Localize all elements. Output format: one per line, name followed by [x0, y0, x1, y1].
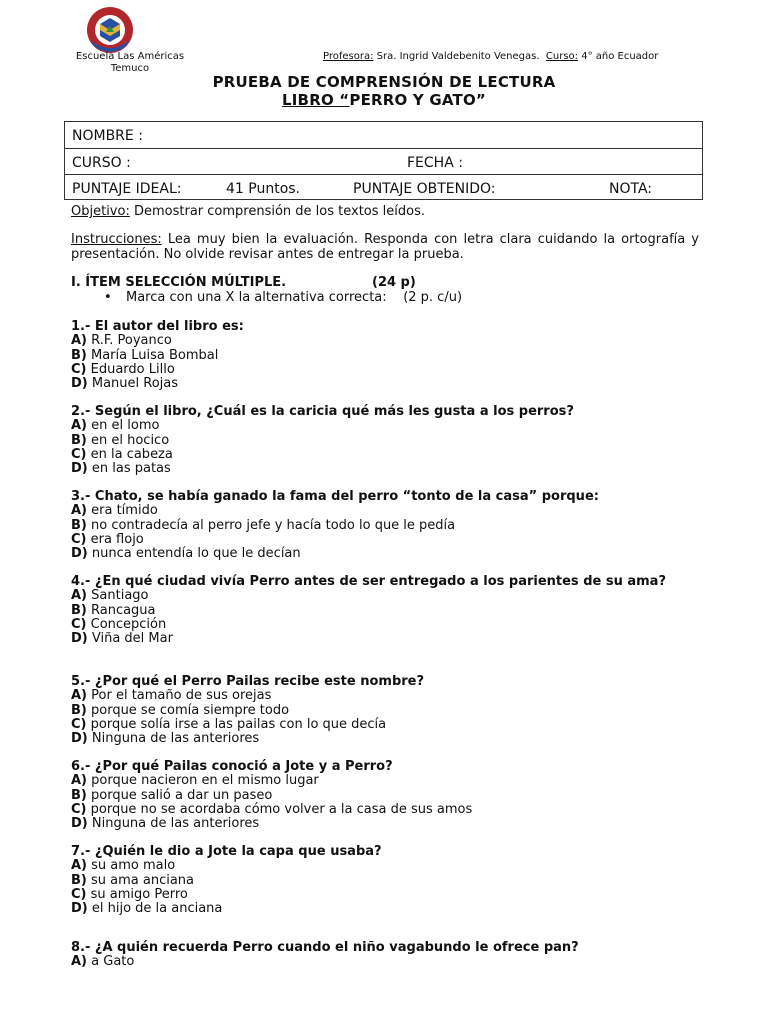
question-8 — [71, 941, 699, 970]
question-5 — [71, 675, 699, 746]
option-text: nunca entendía lo que le decían — [87, 546, 301, 562]
option-letter: B) — [71, 347, 87, 363]
option-d[interactable] — [71, 547, 699, 561]
ideal-score-value: 41 Puntos. — [226, 181, 301, 197]
option-letter: A) — [71, 503, 88, 519]
option-text: Por el tamaño de sus orejas — [87, 688, 272, 704]
exam-title: PRUEBA DE COMPRENSIÓN DE LECTURA — [212, 73, 556, 91]
option-text: Eduardo Lillo — [86, 361, 175, 377]
option-b[interactable] — [71, 519, 699, 533]
question-text: 7.- ¿Quién le dio a Jote la capa que usaba? — [71, 844, 382, 859]
objective-label: Objetivo: — [71, 204, 130, 219]
option-c[interactable] — [71, 533, 699, 547]
option-letter: A) — [71, 588, 88, 604]
option-text: porque se comía siempre todo — [86, 702, 290, 718]
option-b[interactable] — [71, 349, 699, 363]
teacher-name: Sra. Ingrid Valdebenito Venegas. — [373, 51, 540, 62]
course-field-label: CURSO : — [72, 155, 131, 171]
option-text: no contradecía al perro jefe y hacía todo lo que le pedía — [86, 517, 456, 533]
option-d[interactable] — [71, 732, 699, 746]
teacher-course-line — [323, 51, 658, 63]
course-value: 4° año Ecuador — [578, 51, 659, 62]
option-b[interactable] — [71, 789, 699, 803]
option-text: su ama anciana — [86, 872, 195, 888]
objective-text: Demostrar comprensión de los textos leídos. — [129, 204, 425, 219]
student-info-table — [64, 121, 703, 200]
option-text: porque no se acordaba cómo volver a la casa de sus amos — [86, 801, 473, 817]
instructions-label: Instrucciones: — [71, 232, 162, 247]
option-text: en el lomo — [87, 418, 160, 434]
option-a[interactable] — [71, 774, 699, 788]
option-c[interactable] — [71, 888, 699, 902]
option-c[interactable] — [71, 803, 699, 817]
option-text: Viña del Mar — [87, 631, 173, 647]
option-text: su amigo Perro — [86, 886, 188, 902]
option-letter: C) — [71, 716, 87, 732]
section-heading — [71, 275, 416, 290]
info-row-name — [65, 122, 702, 149]
question-6 — [71, 760, 699, 831]
course-label: Curso: — [545, 51, 579, 62]
school-name — [60, 51, 200, 75]
option-text: R.F. Poyanco — [87, 333, 172, 349]
question-text: 4.- ¿En qué ciudad vivía Perro antes de ser entregado a los parientes de su ama? — [71, 574, 666, 589]
book-title-name: PERRO Y GATO” — [349, 91, 486, 109]
option-text: era tímido — [87, 503, 158, 519]
section-points: (24 p) — [372, 275, 416, 290]
option-text: era flojo — [86, 531, 144, 547]
option-text: Ninguna de las anteriores — [87, 731, 260, 747]
option-letter: D) — [71, 731, 88, 747]
question-3 — [71, 490, 699, 561]
school-city: Temuco — [110, 63, 150, 74]
option-text: Santiago — [87, 588, 149, 604]
option-text: Manuel Rojas — [87, 376, 179, 392]
question-text: 2.- Según el libro, ¿Cuál es la caricia qué más les gusta a los perros? — [71, 404, 574, 419]
option-b[interactable] — [71, 874, 699, 888]
option-letter: D) — [71, 631, 88, 647]
question-1 — [71, 320, 699, 391]
info-row-course — [65, 148, 702, 176]
section-instruction-text: Marca con una X la alternativa correcta: — [126, 290, 387, 305]
option-letter: B) — [71, 602, 87, 618]
question-2 — [71, 405, 699, 476]
option-d[interactable] — [71, 377, 699, 391]
option-text: María Luisa Bombal — [86, 347, 219, 363]
option-letter: C) — [71, 361, 87, 377]
option-c[interactable] — [71, 618, 699, 632]
option-letter: D) — [71, 901, 88, 917]
option-text: porque nacieron en el mismo lugar — [87, 773, 319, 789]
instructions-text: Lea muy bien la evaluación. Responda con letra clara cuidando la ortografía y presentación. No olvide revisar antes de entregar la prueba. — [71, 232, 699, 262]
grade-label: NOTA: — [609, 181, 653, 197]
bullet-icon: • — [104, 290, 112, 305]
section-instruction — [104, 290, 462, 305]
option-letter: A) — [71, 773, 88, 789]
option-letter: D) — [71, 376, 88, 392]
option-letter: D) — [71, 461, 88, 477]
school-name-line1: Escuela Las Américas — [75, 51, 185, 62]
option-letter: B) — [71, 517, 87, 533]
option-a[interactable] — [71, 689, 699, 703]
option-text: su amo malo — [87, 858, 176, 874]
option-text: en las patas — [87, 461, 171, 477]
option-letter: A) — [71, 333, 88, 349]
teacher-label: Profesora: — [323, 51, 374, 62]
option-letter: B) — [71, 432, 87, 448]
option-letter: C) — [71, 886, 87, 902]
option-letter: B) — [71, 702, 87, 718]
option-letter: C) — [71, 446, 87, 462]
question-text: 6.- ¿Por qué Pailas conoció a Jote y a Perro? — [71, 759, 393, 774]
option-d[interactable] — [71, 817, 699, 831]
option-text: Ninguna de las anteriores — [87, 816, 260, 832]
option-text: Rancagua — [86, 602, 156, 618]
option-letter: C) — [71, 531, 87, 547]
book-title-prefix: LIBRO “ — [282, 91, 350, 109]
instructions — [71, 233, 699, 262]
option-b[interactable] — [71, 604, 699, 618]
objective — [71, 205, 699, 220]
question-7 — [71, 845, 699, 916]
option-letter: B) — [71, 872, 87, 888]
option-letter: A) — [71, 418, 88, 434]
ideal-score-label: PUNTAJE IDEAL: — [72, 181, 182, 197]
question-text: 3.- Chato, se había ganado la fama del perro “tonto de la casa” porque: — [71, 489, 599, 504]
option-c[interactable] — [71, 718, 699, 732]
option-text: porque solía irse a las pailas con lo que decía — [86, 716, 387, 732]
option-text: a Gato — [87, 954, 135, 970]
question-text: 8.- ¿A quién recuerda Perro cuando el niño vagabundo le ofrece pan? — [71, 940, 579, 955]
option-a[interactable] — [71, 504, 699, 518]
school-logo — [86, 6, 134, 54]
option-a[interactable] — [71, 859, 699, 873]
option-a[interactable] — [71, 419, 699, 433]
section-title: I. ÍTEM SELECCIÓN MÚLTIPLE. — [71, 275, 287, 290]
option-letter: A) — [71, 858, 88, 874]
option-a[interactable] — [71, 334, 699, 348]
option-letter: A) — [71, 688, 88, 704]
obtained-score-label: PUNTAJE OBTENIDO: — [353, 181, 496, 197]
option-text: en la cabeza — [86, 446, 173, 462]
date-label: FECHA : — [407, 155, 463, 171]
question-text: 5.- ¿Por qué el Perro Pailas recibe este nombre? — [71, 674, 425, 689]
option-d[interactable] — [71, 462, 699, 476]
option-d[interactable] — [71, 632, 699, 646]
option-letter: A) — [71, 954, 88, 970]
question-text: 1.- El autor del libro es: — [71, 319, 244, 334]
option-a[interactable] — [71, 955, 699, 969]
option-text: Concepción — [86, 616, 167, 632]
option-b[interactable] — [71, 704, 699, 718]
option-c[interactable] — [71, 448, 699, 462]
option-text: en el hocico — [86, 432, 170, 448]
option-text: el hijo de la anciana — [87, 901, 223, 917]
info-row-score — [65, 174, 702, 201]
book-title — [0, 91, 768, 109]
option-d[interactable] — [71, 902, 699, 916]
option-letter: C) — [71, 616, 87, 632]
option-c[interactable] — [71, 363, 699, 377]
option-b[interactable] — [71, 434, 699, 448]
option-letter: B) — [71, 787, 87, 803]
option-letter: C) — [71, 801, 87, 817]
question-4 — [71, 575, 699, 646]
section-instruction-points: (2 p. c/u) — [403, 290, 463, 305]
option-a[interactable] — [71, 589, 699, 603]
option-letter: D) — [71, 816, 88, 832]
name-label: NOMBRE : — [72, 128, 143, 144]
option-text: porque salió a dar un paseo — [86, 787, 273, 803]
option-letter: D) — [71, 546, 88, 562]
